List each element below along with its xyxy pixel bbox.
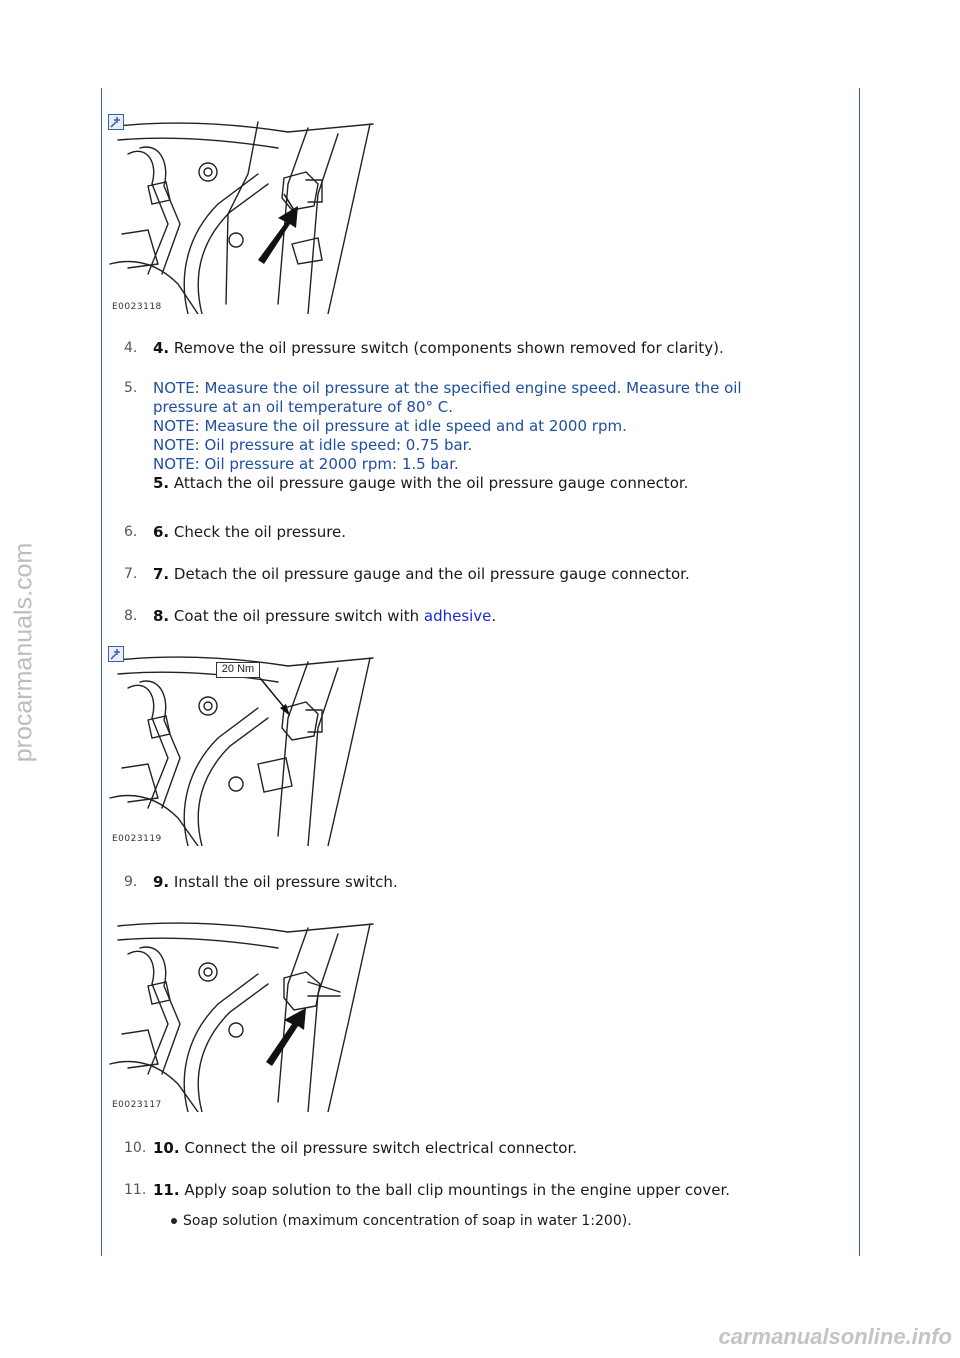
bullet-dot (171, 1218, 177, 1224)
step-number: 10. (124, 1140, 147, 1156)
step-text: Connect the oil pressure switch electrical connector. (179, 1139, 578, 1157)
right-margin-rule (859, 88, 860, 1256)
note-text: NOTE: Measure the oil pressure at the specified engine speed. Measure the oil pressure at an oil temperature of 80° C. (153, 379, 742, 416)
step-lead: 6. (153, 523, 170, 541)
step-text: Attach the oil pressure gauge with the oil pressure gauge connector. (169, 474, 689, 492)
figure-torque-switch (108, 646, 380, 846)
step-lead: 5. (153, 474, 170, 492)
note-text: NOTE: Oil pressure at 2000 rpm: 1.5 bar. (153, 455, 459, 473)
figure-connect-switch (108, 912, 380, 1112)
adhesive-link[interactable]: adhesive (423, 607, 492, 625)
note-text: NOTE: Measure the oil pressure at idle speed and at 2000 rpm. (153, 417, 627, 435)
step-number: 4. (124, 340, 138, 356)
step-text: Detach the oil pressure gauge and the oil pressure gauge connector. (169, 565, 690, 583)
zoom-icon[interactable] (108, 646, 124, 662)
left-margin-rule (101, 88, 102, 1256)
step-number: 5. (124, 380, 138, 396)
note-text: NOTE: Oil pressure at idle speed: 0.75 bar. (153, 436, 473, 454)
step-number: 11. (124, 1182, 147, 1198)
step-lead: 11. (153, 1181, 180, 1199)
zoom-icon[interactable] (108, 114, 124, 130)
engine-illustration (108, 114, 380, 314)
side-watermark: procarmanuals.com (9, 542, 38, 762)
step-text: Coat the oil pressure switch with (169, 607, 424, 625)
step-lead: 8. (153, 607, 170, 625)
step-number: 8. (124, 608, 138, 624)
figure-code: E0023119 (112, 834, 162, 844)
step-number: 7. (124, 566, 138, 582)
figure-code: E0023117 (112, 1100, 162, 1110)
step-text: Check the oil pressure. (169, 523, 347, 541)
step-number: 6. (124, 524, 138, 540)
step-text: Remove the oil pressure switch (components shown removed for clarity). (169, 339, 724, 357)
step-lead: 7. (153, 565, 170, 583)
step-text: Install the oil pressure switch. (169, 873, 398, 891)
step-text: Apply soap solution to the ball clip mountings in the engine upper cover. (179, 1181, 731, 1199)
step-lead: 4. (153, 339, 170, 357)
torque-label: 20 Nm (216, 662, 260, 678)
bottom-watermark: carmanualsonline.info (718, 1324, 952, 1349)
figure-code: E0023118 (112, 302, 162, 312)
step-lead: 10. (153, 1139, 180, 1157)
figure-remove-switch (108, 114, 380, 314)
bullet-item: Soap solution (maximum concentration of soap in water 1:200). (153, 1212, 813, 1231)
step-number: 9. (124, 874, 138, 890)
engine-illustration (108, 912, 380, 1112)
step-lead: 9. (153, 873, 170, 891)
